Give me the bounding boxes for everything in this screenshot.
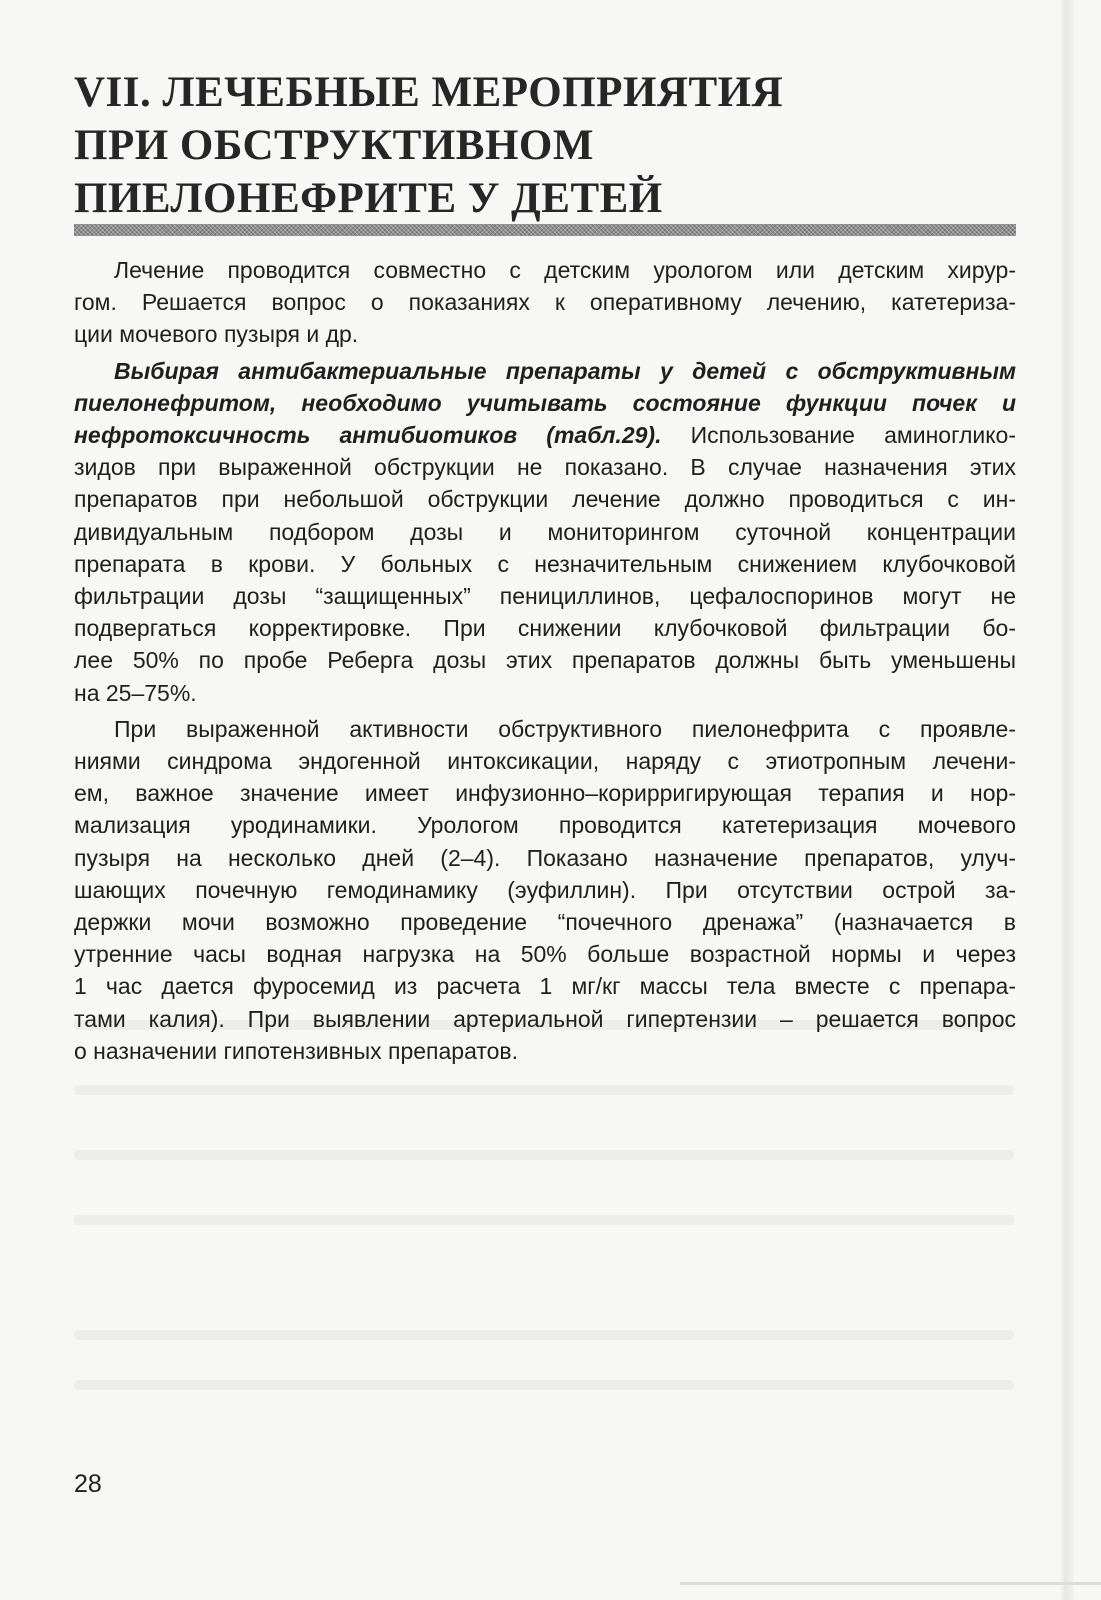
title-divider bbox=[74, 224, 1016, 236]
text-line: зидов при выраженной обструкции не показано. В случае назначения этих bbox=[74, 454, 1016, 481]
text-line: ем, важное значение имеет инфузионно–корирригирующая терапия и нор- bbox=[74, 780, 1016, 807]
chapter-title-line: ПРИ ОБСТРУКТИВНОМ bbox=[74, 122, 594, 169]
text-line: ции мочевого пузыря и др. bbox=[74, 321, 359, 348]
text-line: Лечение проводится совместно с детским урологом или детским хирур- bbox=[114, 257, 1016, 283]
emphasis-line: Выбирая антибактериальные препараты у детей с обструктивным bbox=[114, 357, 1016, 384]
text-line: подвергаться корректировке. При снижении клубочковой фильтрации бо- bbox=[74, 615, 1016, 642]
paragraph-2 bbox=[74, 355, 1016, 709]
text-line: лее 50% по пробе Реберга дозы этих препаратов должны быть уменьшены bbox=[74, 647, 1016, 674]
text-line: пузыря на несколько дней (2–4). Показано назначение препаратов, улуч- bbox=[74, 844, 1016, 871]
emphasis-text: нефротоксичность антибиотиков (табл.29). bbox=[74, 422, 662, 449]
emphasis-line: пиелонефритом, необходимо учитывать состояние функции почек и bbox=[74, 389, 1016, 416]
bleed-through bbox=[74, 1085, 1014, 1095]
text-line: препаратов при небольшой обструкции лечение должно проводиться с ин- bbox=[74, 486, 1016, 513]
chapter-title-line: ПИЕЛОНЕФРИТЕ У ДЕТЕЙ bbox=[74, 175, 663, 222]
bleed-through bbox=[74, 1380, 1014, 1390]
body-text bbox=[74, 254, 1016, 1071]
text-line: дивидуальным подбором дозы и мониторингом суточной концентрации bbox=[74, 518, 1016, 545]
text-line: При выраженной активности обструктивного пиелонефрита с проявле- bbox=[114, 715, 1016, 742]
text-line: шающих почечную гемодинамику (эуфиллин). При отсутствии острой за- bbox=[74, 876, 1016, 903]
text-line: 1 час дается фуросемид из расчета 1 мг/кг массы тела вместе с препара- bbox=[74, 973, 1016, 1000]
page-bottom-edge bbox=[680, 1582, 1101, 1585]
text-fragment: Использование аминоглико- bbox=[661, 422, 1016, 449]
chapter-title-line: VII. ЛЕЧЕБНЫЕ МЕРОПРИЯТИЯ bbox=[74, 69, 784, 116]
page-edge-shadow bbox=[1060, 0, 1074, 1600]
chapter-title bbox=[74, 66, 894, 225]
bleed-through bbox=[74, 1150, 1014, 1160]
paragraph-1 bbox=[74, 254, 1016, 351]
bleed-through bbox=[74, 1330, 1014, 1340]
text-line: держки мочи возможно проведение “почечного дренажа” (назначается в bbox=[74, 909, 1016, 936]
paragraph-3 bbox=[74, 713, 1016, 1067]
text-line: о назначении гипотензивных препаратов. bbox=[74, 1037, 519, 1064]
text-line: препарата в крови. У больных с незначительным снижением клубочковой bbox=[74, 550, 1016, 577]
text-line: на 25–75%. bbox=[74, 679, 197, 706]
text-line: мализация уродинамики. Урологом проводится катетеризация мочевого bbox=[74, 812, 1016, 839]
bleed-through bbox=[74, 1215, 1014, 1225]
text-line bbox=[74, 419, 1016, 451]
text-line: тами калия). При выявлении артериальной гипертензии – решается вопрос bbox=[74, 1005, 1016, 1032]
text-line: ниями синдрома эндогенной интоксикации, наряду с этиотропным лечени- bbox=[74, 748, 1016, 775]
page-number: 28 bbox=[74, 1470, 102, 1498]
text-line: фильтрации дозы “защищенных” пенициллинов, цефалоспоринов могут не bbox=[74, 583, 1016, 610]
text-line: утренние часы водная нагрузка на 50% больше возрастной нормы и через bbox=[74, 941, 1016, 968]
text-line: гом. Решается вопрос о показаниях к оперативному лечению, катетериза- bbox=[74, 289, 1016, 316]
